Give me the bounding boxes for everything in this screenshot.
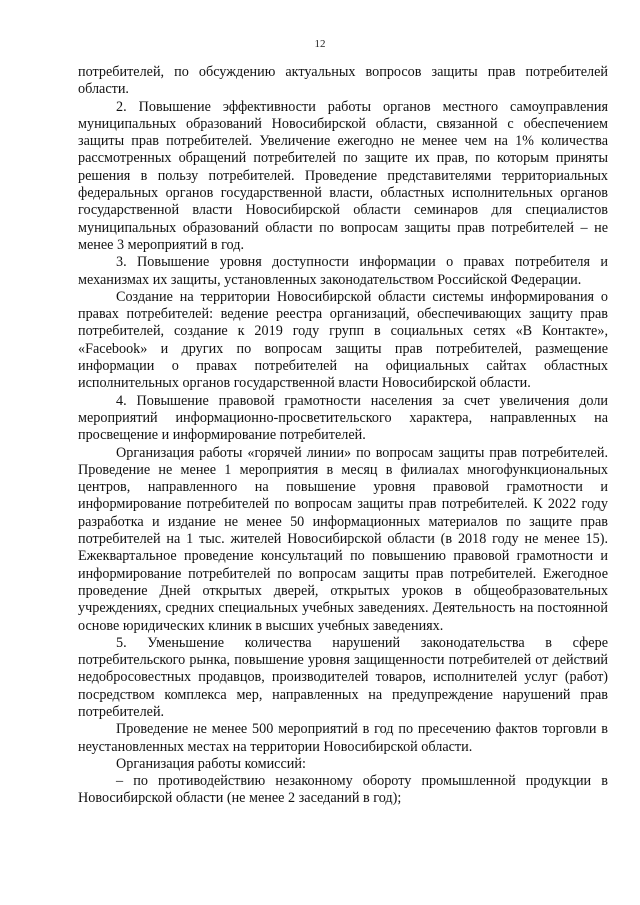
paragraph-commissions: Организация работы комиссий:: [116, 755, 306, 772]
paragraph-commission-item: – по противодействию незаконному обороту промышленной продукции в Новосибирской области (не менее 2 заседаний в год);: [78, 773, 608, 807]
document-body: [78, 64, 608, 808]
paragraph-item-3: 3. Повышение уровня доступности информации о правах потребителя и механизмах их защиты, установленных законодательством Российской Федерации.: [78, 254, 608, 288]
paragraph-trade-control: Проведение не менее 500 мероприятий в год по пресечению фактов торговли в неустановленных местах на территории Новосибирской области.: [78, 721, 608, 755]
paragraph-item-2: 2. Повышение эффективности работы органов местного самоуправления муниципальных образований Новосибирской области, связанной с обеспечением защиты прав потребителей. Увеличение ежегодно не менее чем на 1% количества рассмотренных обращений потребителей по защите их прав, по которым приняты решения в пользу потребителей. Проведение представителями территориальных федеральных органов государственной власти, областных исполнительных органов государственной власти Новосибирской области семинаров для специалистов муниципальных образований области по вопросам защиты прав потребителей – не менее 3 мероприятий в год.: [78, 98, 608, 253]
paragraph-continuation: потребителей, по обсуждению актуальных вопросов защиты прав потребителей области.: [78, 64, 608, 98]
paragraph-information-system: Создание на территории Новосибирской области системы информирования о правах потребителей: ведение реестра организаций, обеспечивающих защиту прав потребителей, создание к 2019 году групп в социальных сетях «В Контакте», «Facebook» и других по вопросам защиты прав потребителей, размещение информации о правах потребителей на официальных сайтах областных исполнительных органов государственной власти Новосибирской области.: [78, 288, 608, 392]
paragraph-item-5: 5. Уменьшение количества нарушений законодательства в сфере потребительского рынка, повышение уровня защищенности потребителей от действий недобросовестных продавцов, производителей товаров, исполнителей услуг (работ) посредством комплекса мер, направленных на предупреждение нарушений прав потребителей.: [78, 634, 608, 720]
page-number: 12: [314, 38, 326, 50]
paragraph-hotline: Организация работы «горячей линии» по вопросам защиты прав потребителей. Проведение не менее 1 мероприятия в месяц в филиалах многофункциональных центров, направленного на повышение уровня правовой грамотности и информирование потребителей по вопросам защиты прав потребителей. К 2022 году разработка и издание не менее 50 информационных материалов по защите прав потребителей на 1 тыс. жителей Новосибирской области (в 2018 году не менее 15). Ежеквартальное проведение консультаций по повышению правовой грамотности и информирование потребителей по вопросам защиты прав потребителей. Ежегодное проведение Дней открытых дверей, открытых уроков в общеобразовательных учреждениях, средних специальных учебных заведениях. Деятельность на постоянной основе юридических клиник в высших учебных заведениях.: [78, 444, 608, 634]
paragraph-item-4: 4. Повышение правовой грамотности населения за счет увеличения доли мероприятий информационно-просветительского характера, направленных на просвещение и информирование потребителей.: [78, 392, 608, 444]
